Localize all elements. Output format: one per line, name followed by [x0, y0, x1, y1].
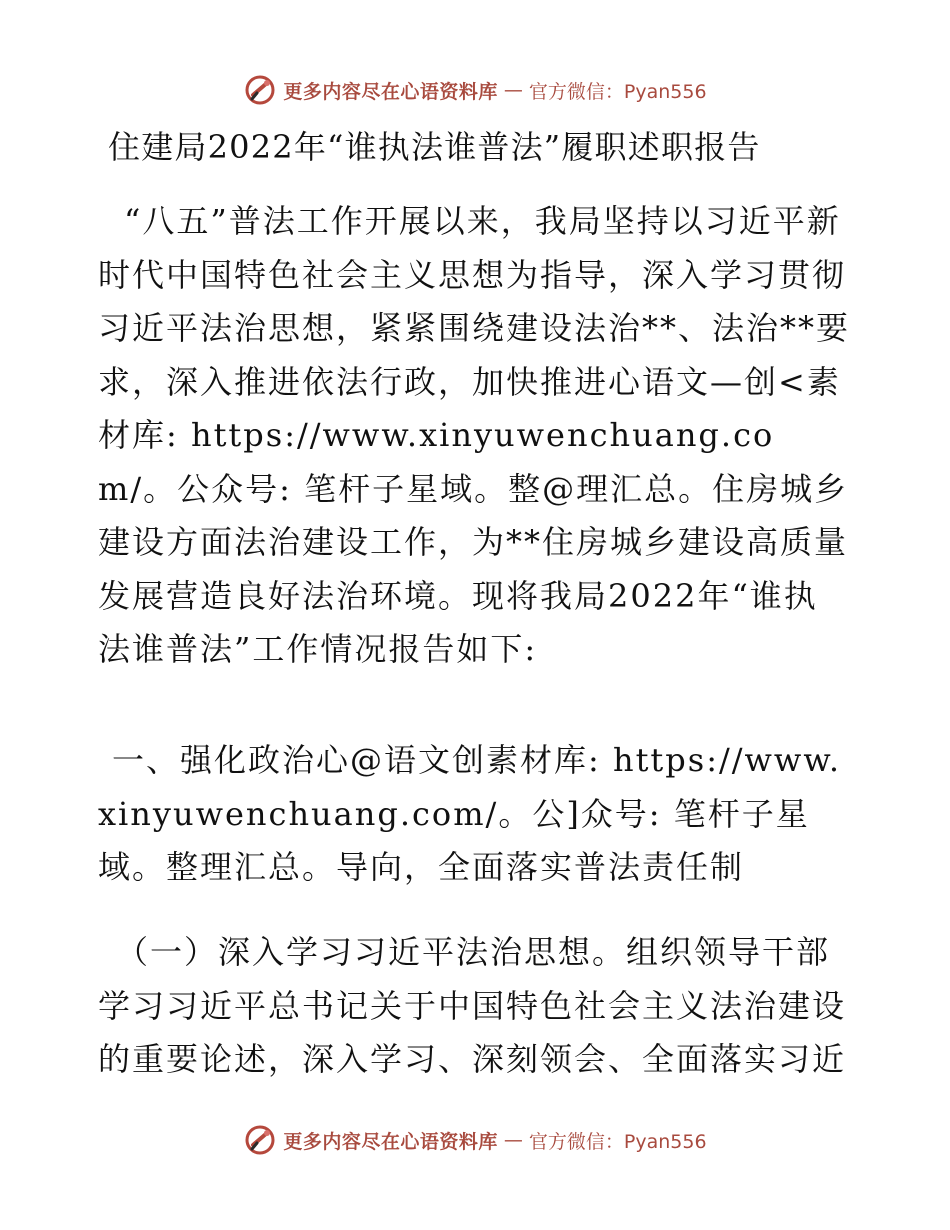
- document-title: 住建局2022年“谁执法谁普法”履职述职报告: [108, 128, 761, 166]
- banner-text: 更多内容尽在心语资料库: [283, 1130, 498, 1153]
- banner-text: 更多内容尽在心语资料库: [283, 80, 498, 103]
- banner-wechat: 官方微信：Pyan556: [528, 1130, 707, 1153]
- paragraph-subsection-one: （一）深入学习习近平法治思想。组织领导干部学习习近平总书记关于中国特色社会主义法治建设的重要论述，深入学习、深刻领会、全面落实习近: [98, 933, 847, 1078]
- brand-logo-icon: [243, 73, 277, 107]
- banner-dash: —: [503, 1129, 523, 1151]
- banner-wechat: 官方微信：Pyan556: [528, 80, 707, 103]
- brand-logo-icon: [243, 1123, 277, 1157]
- paragraph-intro: “八五”普法工作开展以来，我局坚持以习近平新时代中国特色社会主义思想为指导，深入学习贯彻习近平法治思想，紧紧围绕建设法治**、法治**要求，深入推进依法行政，加快推进心语文—创<素材库: https://www.xinyuwenchuang.com/。公众号: 笔杆子星域。整@理汇总。住房城乡建设方面法治建设工作，为**住房城乡建设高质量发展营造良好法治环境。现将我局2022年“谁执法谁普法”工作情况报告如下:: [98, 202, 851, 668]
- footer-banner: [0, 1120, 950, 1160]
- header-banner: [0, 70, 950, 110]
- paragraph-section-one: 一、强化政治心@语文创素材库: https://www.xinyuwenchuang.com/。公]众号: 笔杆子星域。整理汇总。导向，全面落实普法责任制: [98, 741, 842, 886]
- banner-dash: —: [503, 79, 523, 101]
